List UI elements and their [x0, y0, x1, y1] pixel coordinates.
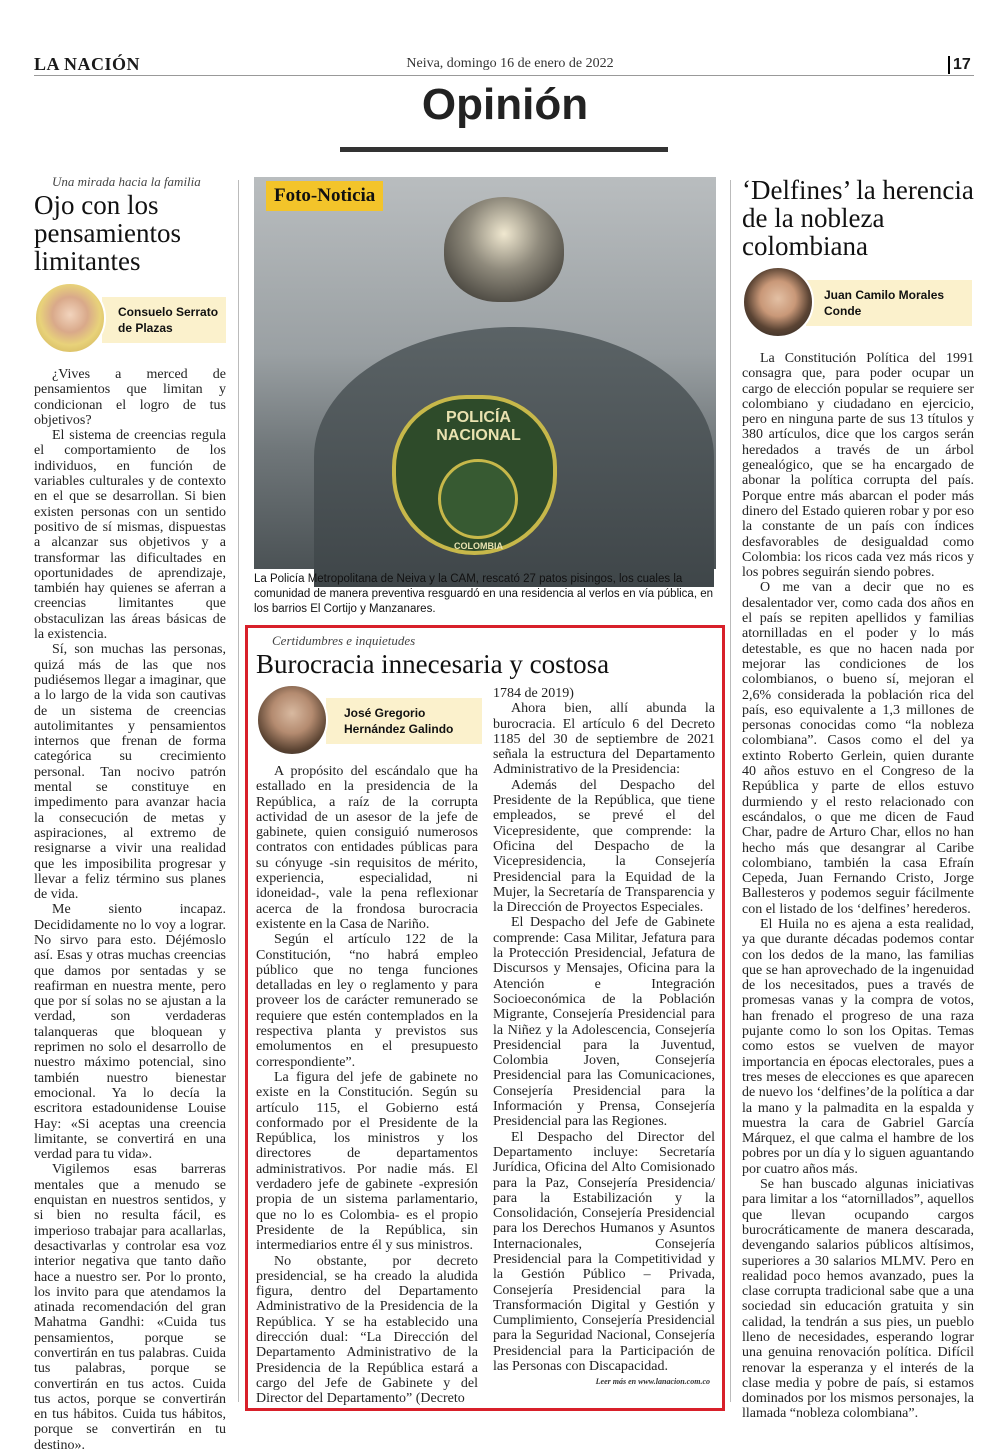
- section-rule: [340, 147, 668, 152]
- photo-news-image: [254, 177, 716, 569]
- right-article-headline: ‘Delfines’ la herencia de la nobleza colombiana: [742, 175, 974, 261]
- paragraph: ¿Vives a merced de pensamientos que limitan y condicionan el logro de tus objetivos?: [34, 367, 226, 428]
- paragraph: No obstante, por decreto presidencial, se ha creado la aludida figura, dentro del Departamento Administrativo de la Presidencia de la República. Y se ha establecido una dirección dual: “La Dirección del Departamento Administrativo de la Presidencia de la República estará a cargo del Jefe de Gabinete y del Director del Departamento” (Decreto: [256, 1253, 478, 1407]
- paragraph: El Despacho del Director del Departamento incluye: Secretaría Jurídica, Oficina del Alto Comisionado para la Paz, Consejería Presidencia/ para la Estabilización y la Consolidación, Consejería Presidencial para los Derechos Humanos y Asuntos Internacionales, Consejería Presidencial para la Competitividad y la Gestión Público – Privada, Consejería Presidencial para la Transformación Digital y Gestión y Cumplimiento, Consejería Presidencial para la Seguridad Nacional, Consejería Presidencial para la Participación de las Personas con Discapacidad.: [493, 1129, 715, 1375]
- paragraph: El Huila no es ajena a esta realidad, ya que durante décadas podemos contar con los dedos de la mano, las familias que se han aprovechado de la ingenuidad de los necesitados, pues a través de promesas vanas y la compra de votos, han frenado el progreso de una raza pujante como lo son los Opitas. Temas como estos se vuelven de mayor importancia en épocas electorales, pues a tres meses de elecciones es que aparecen de nuevo los ‘delfines’de la política a dar la mano y la palmadita en la espalda y muestra la cara de Gabriel García Márquez, el que calma el hambre de los pobres por un día y lo siguen aguantando por cuatro años más.: [742, 916, 974, 1177]
- badge-seal-icon: [438, 459, 518, 539]
- left-article-kicker: Una mirada hacia la familia: [52, 174, 201, 189]
- left-article-body: [34, 367, 226, 1453]
- page-number: 17: [948, 56, 971, 74]
- header-rule: [34, 75, 974, 76]
- left-author-avatar: [34, 282, 106, 354]
- center-author-name: José Gregorio Hernández Galindo: [344, 706, 454, 736]
- paragraph: Según el artículo 122 de la Constitución, “no habrá empleo público que no tenga funciones detalladas en ley o reglamento y para proveer los de carácter remunerado se requiere que estén contemplados en la respectiva planta y previstos sus emolumentos en el presupuesto correspondiente”.: [256, 932, 478, 1070]
- right-article-body: [742, 351, 974, 1422]
- left-author-name: Consuelo Serrato de Plazas: [118, 305, 219, 335]
- police-badge-icon: [392, 395, 557, 555]
- left-author-box: [102, 297, 226, 343]
- right-author-name: Juan Camilo Morales Conde: [824, 288, 945, 318]
- badge-text: POLICÍA NACIONAL: [436, 409, 521, 444]
- paragraph: A propósito del escándalo que ha estallado en la presidencia de la República, a raíz de la corrupta actividad de un asesor de la jefe de gabinete, quien consiguió numerosos contratos con entidades públicas para su cónyuge -sin requisitos de mérito, experiencia, especialidad, ni idoneidad-, vale la pena reflexionar acerca de la frondosa burocracia existente en la Casa de Nariño.: [256, 764, 478, 932]
- paragraph: El sistema de creencias regula el comportamiento de los individuos, en función de variables culturales y de contexto en el que se desarrollan. Si bien existen personas con un sentido positivo de sí mismas, dispuestas a alcanzar sus objetivos y a transformar las dificultades en oportunidades de aprendizaje, también hay quienes se aferran a creencias limitantes que obstaculizan las áreas básicas de la existencia.: [34, 428, 226, 643]
- photo-caption: La Policía Metropolitana de Neiva y la CAM, rescató 27 patos pisingos, los cuales la comunidad de manera preventiva resguardó en una residencia al verlos en vía pública, en los barrios El Cortijo y Manzanares.: [254, 573, 714, 615]
- paragraph: Sí, son muchas las personas, quizá más de las que nos pudiésemos llegar a imaginar, que a lo largo de la vida son cautivas de un sistema de creencias autolimitantes y pensamientos internos que frenan de forma categórica su crecimiento personal. Tan nocivo patrón mental se constituye en impedimento para avanzar hacia la consecución de metas y aspiraciones, al extremo de resignarse a vivir una realidad que les imposibilita progresar y llevar a feliz término sus planes de vida.: [34, 642, 226, 903]
- paragraph: La figura del jefe de gabinete no existe en la Constitución. Según su artículo 115, el Gobierno está conformado por el Presidente de la República, los ministros y los directores de departamentos administrativos. Por nadie más. El verdadero jefe de gabinete -expresión propia de un sistema parlamentario, que no lo es Colombia- es el propio Presidente de la República, sin intermediarios entre él y sus ministros.: [256, 1069, 478, 1254]
- column-rule-left: [238, 180, 239, 1402]
- center-article-headline: Burocracia innecesaria y costosa: [256, 649, 610, 679]
- column-rule-right: [730, 180, 731, 1402]
- paragraph: Vigilemos esas barreras mentales que a menudo se enquistan en nuestros sentidos, y si bien no resulta fácil, es imperioso trabajar para acallarlas, desactivarlas y controlar esa voz interior negativa que tanto daño hace a nuestro ser. Por lo pronto, los invito para que atendamos la atinada recomendación del gran Mahatma Gandhi: «Cuida tus pensamientos, porque se convertirán en tus palabras. Cuida tus palabras, porque se convertirán en tus actos. Cuida tus actos, porque se convertirán en tus hábitos. Cuida tus hábitos, porque se convertirán en tu destino».: [34, 1162, 226, 1453]
- duckling-icon: [444, 197, 564, 302]
- center-article-kicker: Certidumbres e inquietudes: [272, 633, 416, 648]
- photo-news-label: Foto-Noticia: [266, 181, 383, 211]
- center-author-box: [326, 698, 482, 744]
- paragraph: La Constitución Política del 1991 consagra que, para poder ocupar un cargo de elección popular se requiere ser colombiano y ciudadano en ejercicio, pero en ninguna parte de sus 13 títulos y 380 artículos, dice que los cargos serán heredados a través de un árbol genealógico, que se ha encargado de abonar la política corrupta del país. Porque entre más abarcan el poder más dinero del Estado quieren robar y por eso la constante de un país con índices desfavorables de desigualdad como Colombia: los ricos cada vez más ricos y los pobres seguirán siendo pobres.: [742, 351, 974, 581]
- right-author-avatar: [742, 266, 814, 338]
- left-article-headline: Ojo con los pensamientos limitantes: [34, 190, 181, 276]
- paragraph: Se han buscado algunas iniciativas para limitar a los “atornillados”, aquellos que llevan ocupando cargos burocráticamente de manera descarada, devengando salarios públicos altísimos, superiores a 30 salarios MLMV. Pero en realidad poco hemos avanzado, pues la clase corrupta tradicional sabe que a una sociedad sin educación gratuita y sin calidad, la tendrán a sus pies, un pueblo lleno de necesidades, esperando lograr una genuina renovación política. Difícil renovar la esperanza y el interés de la clase media y pobre de país, si estamos dominados por los mismos personajes, la llamada “nobleza colombiana”.: [742, 1177, 974, 1422]
- continuation-line: 1784 de 2019): [493, 686, 574, 701]
- center-article-col1: [256, 764, 478, 1406]
- badge-bottom-text: COLOMBIA: [454, 541, 503, 551]
- paragraph: Además del Despacho del Presidente de la República, que tiene empleados, se prevé el del Vicepresidente, que comprende: la Oficina del Despacho de la Vicepresidencia, la Consejería Presidencial para la Equidad de la Mujer, la Secretaría de Transparencia y la Dirección de Proyectos Especiales.: [493, 777, 715, 916]
- right-author-box: [806, 280, 972, 326]
- center-author-avatar: [256, 684, 328, 756]
- paragraph: Ahora bien, allí abunda la burocracia. El artículo 6 del Decreto 1185 del 30 de septiembre de 2021 señala la estructura del Departamento Administrativo de la Presidencia:: [493, 701, 715, 778]
- center-article-col2: [493, 686, 715, 1374]
- read-more-link[interactable]: Leer más en www.lanacion.com.co: [595, 1377, 710, 1386]
- paragraph: O me van a decir que no es desalentador ver, como cada dos años en el país se repiten apellidos y familias atornilladas en el poder y lo más detestable, es que no hacen nada por mejorar las condiciones de los colombianos, o bueno sí, mejoran el 2,6% considerada la población rica del país, eso equivalente a 1,3 millones de personas conocidas como “la nobleza colombiana”. Casos como el del ya extinto Roberto Gerlein, quien durante 40 años estuvo en el Congreso de la República y parte de ellos estuvo durmiendo y el resto relacionado con escándalos, o que me dicen de Faud Char, padre de Arturo Char, ellos no han hecho más que desangrar al Caribe colombiano, también la casa Efraín Cepeda, Juan Fernando Cristo, Jorge Ballesteros y podemos seguir fácilmente con el listado de los ‘delfines’ herederos.: [742, 580, 974, 917]
- masthead-logo: LA NACIÓN: [34, 54, 141, 74]
- paragraph: El Despacho del Jefe de Gabinete comprende: Casa Militar, Jefatura para la Protección Presidencial, Jefatura de Discursos y Mensajes, Oficina para la Atención e Integración Socioeconómica de la Población Migrante, Consejería Presidencial para la Niñez y la Adolescencia, Consejería Presidencial para la Juventud, Colombia Joven, Consejería Presidencial para las Comunicaciones, Consejería Presidencial para la Información y Prensa, Consejería Presidencial para las Regiones.: [493, 915, 715, 1130]
- section-title: Opinión: [421, 80, 589, 129]
- dateline: Neiva, domingo 16 de enero de 2022: [406, 56, 614, 71]
- paragraph: Me siento incapaz. Decididamente no lo voy a lograr. No sirvo para esto. Déjémoslo así. Esas y otras muchas creencias que damos por sentadas y se reafirman en nuestra mente, pero que por sí solas no se ajustan a la verdad, son verdaderas talanqueras que bloquean y reprimen no solo el desarrollo de nuestro máximo potencial, sino también nuestro bienestar emocional. Ya lo decía la escritora estadounidense Louise Hay: «Si aceptas una creencia limitante, se convertirá en una verdad para tu vida».: [34, 902, 226, 1163]
